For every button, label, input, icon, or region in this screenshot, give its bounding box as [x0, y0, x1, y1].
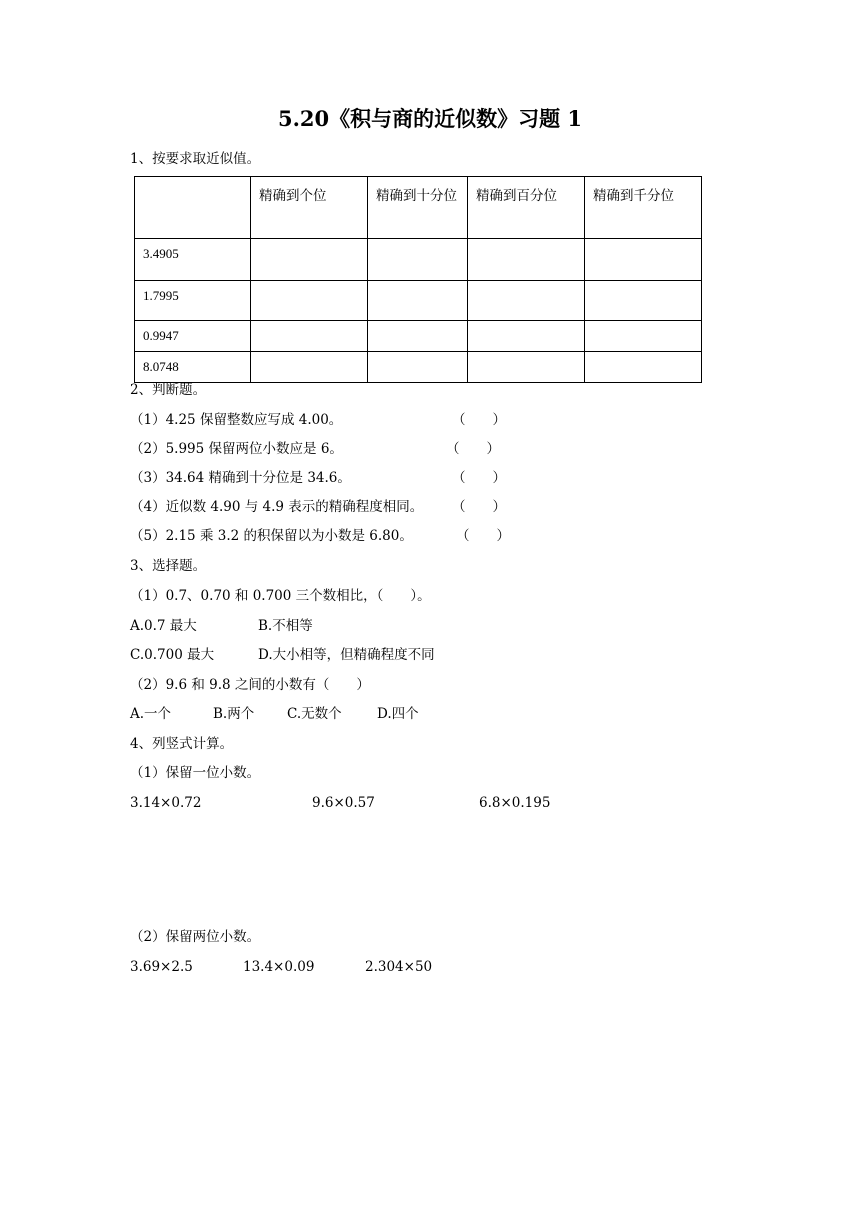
- answer-blank[interactable]: （ ）: [452, 499, 506, 515]
- answer-cell[interactable]: [251, 352, 368, 383]
- table-row: [135, 281, 702, 321]
- answer-cell[interactable]: [468, 321, 585, 352]
- table-header-cell: 精确到百分位: [468, 177, 585, 239]
- calc-expression: 6.8×0.195: [479, 795, 551, 811]
- calc-expression: 13.4×0.09: [243, 959, 315, 975]
- answer-cell[interactable]: [368, 352, 468, 383]
- choice-question-2: （2）9.6 和 9.8 之间的小数有（ ）: [130, 677, 370, 693]
- approximation-table: [134, 176, 702, 383]
- choice-option-a[interactable]: A.0.7 最大: [130, 618, 197, 634]
- choice-option-b[interactable]: B.两个: [213, 706, 255, 722]
- table-row: [135, 352, 702, 383]
- answer-blank[interactable]: （ ）: [446, 441, 500, 457]
- choice-option-d[interactable]: D.四个: [377, 706, 419, 722]
- judgment-item: （3）34.64 精确到十分位是 34.6。: [130, 470, 351, 486]
- table-row: [135, 239, 702, 281]
- section4-heading: 4、列竖式计算。: [130, 736, 234, 752]
- answer-blank[interactable]: （ ）: [452, 470, 506, 486]
- table-header-cell: 精确到十分位: [368, 177, 468, 239]
- answer-cell[interactable]: [368, 321, 468, 352]
- answer-cell[interactable]: [368, 239, 468, 281]
- calc-expression: 9.6×0.57: [312, 795, 375, 811]
- answer-cell[interactable]: [585, 352, 702, 383]
- row-value: 3.4905: [135, 239, 251, 281]
- choice-option-c[interactable]: C.0.700 最大: [130, 647, 215, 663]
- choice-question-1: （1）0.7、0.70 和 0.700 三个数相比，（ ）。: [130, 588, 431, 604]
- calc-expression: 3.69×2.5: [130, 959, 193, 975]
- answer-cell[interactable]: [585, 321, 702, 352]
- answer-cell[interactable]: [468, 281, 585, 321]
- calc-part1-instruction: （1）保留一位小数。: [130, 765, 261, 781]
- answer-blank[interactable]: （ ）: [452, 412, 506, 428]
- choice-option-c[interactable]: C.无数个: [287, 706, 342, 722]
- row-value: 8.0748: [135, 352, 251, 383]
- choice-option-d[interactable]: D.大小相等，但精确程度不同: [258, 647, 435, 663]
- judgment-item: （2）5.995 保留两位小数应是 6。: [130, 441, 343, 457]
- answer-cell[interactable]: [251, 321, 368, 352]
- answer-cell[interactable]: [251, 281, 368, 321]
- answer-cell[interactable]: [585, 239, 702, 281]
- table-header-cell: 精确到个位: [251, 177, 368, 239]
- section1-heading: 1、按要求取近似值。: [130, 151, 261, 167]
- answer-cell[interactable]: [368, 281, 468, 321]
- worksheet-title: 5.20《积与商的近似数》习题 1: [277, 106, 583, 131]
- table-header-cell: [135, 177, 251, 239]
- answer-cell[interactable]: [468, 239, 585, 281]
- judgment-item: （5）2.15 乘 3.2 的积保留以为小数是 6.80。: [130, 528, 413, 544]
- row-value: 0.9947: [135, 321, 251, 352]
- answer-cell[interactable]: [468, 352, 585, 383]
- answer-blank[interactable]: （ ）: [456, 528, 510, 544]
- judgment-item: （4）近似数 4.90 与 4.9 表示的精确程度相同。: [130, 499, 424, 515]
- section2-heading: 2、判断题。: [130, 382, 207, 398]
- table-header-row: [135, 177, 702, 239]
- answer-cell[interactable]: [585, 281, 702, 321]
- table-header-cell: 精确到千分位: [585, 177, 702, 239]
- calc-expression: 2.304×50: [365, 959, 433, 975]
- row-value: 1.7995: [135, 281, 251, 321]
- choice-option-b[interactable]: B.不相等: [258, 618, 313, 634]
- calc-part2-instruction: （2）保留两位小数。: [130, 929, 261, 945]
- section3-heading: 3、选择题。: [130, 558, 207, 574]
- judgment-item: （1）4.25 保留整数应写成 4.00。: [130, 412, 343, 428]
- choice-option-a[interactable]: A.一个: [130, 706, 172, 722]
- calc-expression: 3.14×0.72: [130, 795, 202, 811]
- answer-cell[interactable]: [251, 239, 368, 281]
- table-row: [135, 321, 702, 352]
